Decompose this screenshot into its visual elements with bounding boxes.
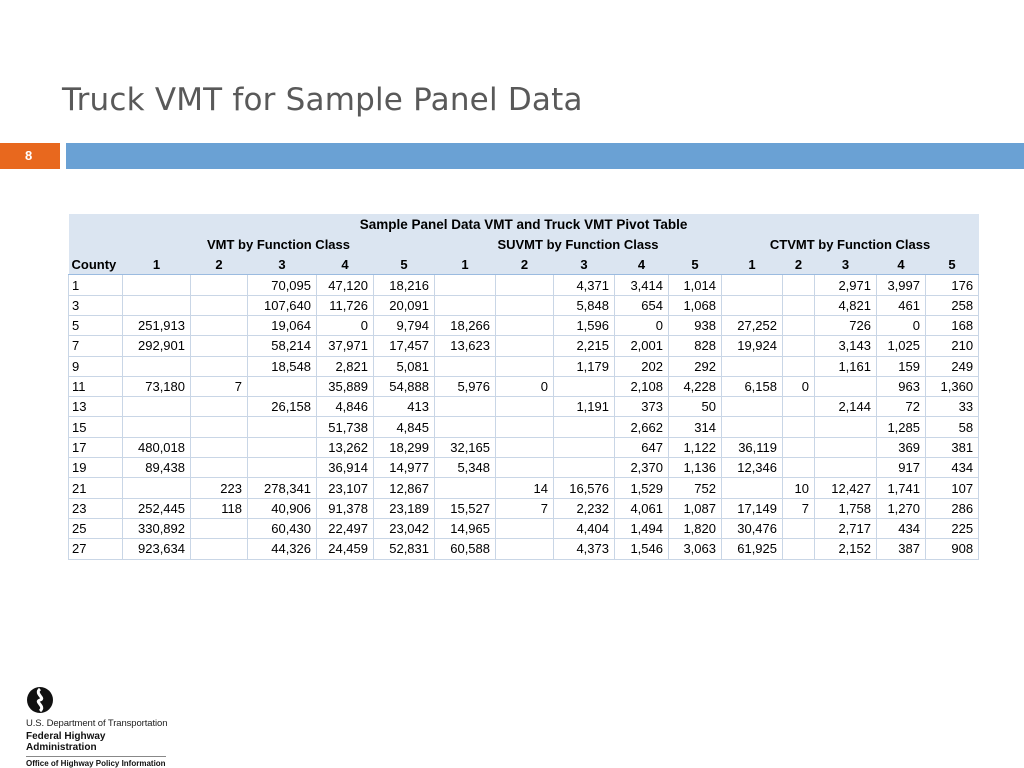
value-cell (722, 478, 783, 498)
value-cell: 176 (926, 275, 979, 295)
value-cell: 1,596 (554, 315, 615, 335)
value-cell (783, 539, 815, 559)
value-cell (496, 417, 554, 437)
value-cell: 4,404 (554, 518, 615, 538)
value-cell: 14,977 (374, 458, 435, 478)
value-cell: 1,546 (615, 539, 669, 559)
table-row (69, 478, 979, 498)
value-cell (722, 417, 783, 437)
value-cell (123, 417, 191, 437)
value-cell: 225 (926, 518, 979, 538)
county-cell: 7 (69, 336, 123, 356)
value-cell: 314 (669, 417, 722, 437)
value-cell (435, 275, 496, 295)
value-cell: 726 (815, 315, 877, 335)
value-cell: 23,042 (374, 518, 435, 538)
value-cell (123, 478, 191, 498)
value-cell: 0 (615, 315, 669, 335)
column-header: 4 (615, 255, 669, 275)
value-cell: 223 (191, 478, 248, 498)
value-cell: 1,270 (877, 498, 926, 518)
value-cell: 647 (615, 437, 669, 457)
value-cell (496, 437, 554, 457)
value-cell: 1,014 (669, 275, 722, 295)
value-cell: 26,158 (248, 397, 317, 417)
value-cell: 5,081 (374, 356, 435, 376)
table-row (69, 397, 979, 417)
value-cell (123, 295, 191, 315)
title-accent-bar (66, 143, 1024, 169)
table-row (69, 458, 979, 478)
table-row (69, 437, 979, 457)
value-cell: 3,997 (877, 275, 926, 295)
column-header: 2 (783, 255, 815, 275)
value-cell (191, 397, 248, 417)
value-cell (248, 458, 317, 478)
logo-line-office: Office of Highway Policy Information (26, 759, 166, 768)
column-header: 2 (191, 255, 248, 275)
value-cell (783, 356, 815, 376)
value-cell (191, 275, 248, 295)
value-cell (783, 295, 815, 315)
table-row (69, 275, 979, 295)
value-cell: 58 (926, 417, 979, 437)
value-cell: 3,143 (815, 336, 877, 356)
column-header: 1 (123, 255, 191, 275)
value-cell: 22,497 (317, 518, 374, 538)
value-cell: 16,576 (554, 478, 615, 498)
value-cell (191, 417, 248, 437)
value-cell (191, 458, 248, 478)
value-cell: 5,848 (554, 295, 615, 315)
value-cell: 2,108 (615, 376, 669, 396)
value-cell (496, 397, 554, 417)
value-cell: 60,588 (435, 539, 496, 559)
value-cell (191, 336, 248, 356)
value-cell: 107,640 (248, 295, 317, 315)
value-cell: 0 (317, 315, 374, 335)
table-row (69, 315, 979, 335)
value-cell: 7 (191, 376, 248, 396)
table-caption: Sample Panel Data VMT and Truck VMT Pivot Table (69, 214, 979, 234)
column-header: 3 (554, 255, 615, 275)
value-cell: 828 (669, 336, 722, 356)
value-cell: 292,901 (123, 336, 191, 356)
value-cell: 61,925 (722, 539, 783, 559)
value-cell: 89,438 (123, 458, 191, 478)
value-cell (248, 437, 317, 457)
value-cell (191, 518, 248, 538)
county-cell: 17 (69, 437, 123, 457)
value-cell: 118 (191, 498, 248, 518)
value-cell (554, 437, 615, 457)
value-cell: 47,120 (317, 275, 374, 295)
county-cell: 3 (69, 295, 123, 315)
column-header: 5 (374, 255, 435, 275)
county-cell: 1 (69, 275, 123, 295)
value-cell: 292 (669, 356, 722, 376)
value-cell (496, 295, 554, 315)
value-cell: 7 (783, 498, 815, 518)
value-cell (815, 376, 877, 396)
table-row (69, 356, 979, 376)
value-cell: 15,527 (435, 498, 496, 518)
value-cell: 168 (926, 315, 979, 335)
value-cell: 18,216 (374, 275, 435, 295)
value-cell: 17,149 (722, 498, 783, 518)
value-cell: 387 (877, 539, 926, 559)
value-cell (496, 458, 554, 478)
value-cell: 4,371 (554, 275, 615, 295)
value-cell (435, 356, 496, 376)
county-cell: 19 (69, 458, 123, 478)
value-cell (783, 458, 815, 478)
column-header-row (69, 255, 979, 275)
value-cell: 917 (877, 458, 926, 478)
value-cell: 2,144 (815, 397, 877, 417)
value-cell (191, 315, 248, 335)
value-cell (783, 518, 815, 538)
value-cell: 33 (926, 397, 979, 417)
column-header: 5 (669, 255, 722, 275)
value-cell (496, 336, 554, 356)
value-cell: 10 (783, 478, 815, 498)
value-cell: 51,738 (317, 417, 374, 437)
value-cell: 60,430 (248, 518, 317, 538)
table-row (69, 295, 979, 315)
county-cell: 9 (69, 356, 123, 376)
value-cell: 1,494 (615, 518, 669, 538)
value-cell (248, 376, 317, 396)
value-cell: 434 (877, 518, 926, 538)
column-header: 3 (248, 255, 317, 275)
value-cell: 4,846 (317, 397, 374, 417)
value-cell: 3,414 (615, 275, 669, 295)
value-cell: 5,348 (435, 458, 496, 478)
value-cell: 6,158 (722, 376, 783, 396)
value-cell: 2,232 (554, 498, 615, 518)
column-header-county: County (69, 255, 123, 275)
value-cell: 107 (926, 478, 979, 498)
value-cell: 963 (877, 376, 926, 396)
value-cell (496, 356, 554, 376)
value-cell: 2,370 (615, 458, 669, 478)
value-cell (783, 275, 815, 295)
value-cell (435, 295, 496, 315)
value-cell: 3,063 (669, 539, 722, 559)
value-cell (783, 315, 815, 335)
value-cell: 73,180 (123, 376, 191, 396)
group-header-ctvmt: CTVMT by Function Class (722, 234, 979, 254)
value-cell (123, 275, 191, 295)
value-cell: 258 (926, 295, 979, 315)
value-cell: 1,758 (815, 498, 877, 518)
logo-line-agency: Federal Highway Administration (26, 731, 106, 753)
value-cell (191, 437, 248, 457)
value-cell: 1,191 (554, 397, 615, 417)
value-cell: 44,326 (248, 539, 317, 559)
value-cell: 654 (615, 295, 669, 315)
value-cell: 18,548 (248, 356, 317, 376)
value-cell: 4,228 (669, 376, 722, 396)
column-header: 2 (496, 255, 554, 275)
value-cell: 9,794 (374, 315, 435, 335)
value-cell: 19,924 (722, 336, 783, 356)
value-cell: 0 (496, 376, 554, 396)
value-cell: 369 (877, 437, 926, 457)
value-cell: 11,726 (317, 295, 374, 315)
table-row (69, 376, 979, 396)
value-cell: 1,068 (669, 295, 722, 315)
value-cell: 5,976 (435, 376, 496, 396)
value-cell: 13,623 (435, 336, 496, 356)
value-cell: 32,165 (435, 437, 496, 457)
logo-line-dept: U.S. Department of Transportation (26, 718, 168, 729)
value-cell: 2,215 (554, 336, 615, 356)
value-cell (123, 397, 191, 417)
value-cell: 202 (615, 356, 669, 376)
value-cell: 413 (374, 397, 435, 417)
value-cell (783, 397, 815, 417)
value-cell (496, 275, 554, 295)
value-cell: 278,341 (248, 478, 317, 498)
value-cell: 1,122 (669, 437, 722, 457)
value-cell (783, 336, 815, 356)
value-cell (191, 539, 248, 559)
value-cell: 36,119 (722, 437, 783, 457)
value-cell (722, 356, 783, 376)
value-cell (815, 417, 877, 437)
county-cell: 21 (69, 478, 123, 498)
value-cell: 4,061 (615, 498, 669, 518)
value-cell: 373 (615, 397, 669, 417)
value-cell: 36,914 (317, 458, 374, 478)
value-cell: 23,189 (374, 498, 435, 518)
county-cell: 23 (69, 498, 123, 518)
table-row (69, 417, 979, 437)
value-cell: 0 (877, 315, 926, 335)
value-cell: 58,214 (248, 336, 317, 356)
value-cell: 40,906 (248, 498, 317, 518)
value-cell (496, 539, 554, 559)
value-cell (722, 397, 783, 417)
value-cell: 938 (669, 315, 722, 335)
value-cell: 14 (496, 478, 554, 498)
value-cell: 7 (496, 498, 554, 518)
value-cell (554, 458, 615, 478)
value-cell: 252,445 (123, 498, 191, 518)
value-cell: 20,091 (374, 295, 435, 315)
value-cell (783, 417, 815, 437)
value-cell (722, 295, 783, 315)
value-cell: 52,831 (374, 539, 435, 559)
value-cell: 12,867 (374, 478, 435, 498)
table-row (69, 539, 979, 559)
usdot-fhwa-logo (26, 686, 176, 768)
value-cell: 461 (877, 295, 926, 315)
value-cell: 330,892 (123, 518, 191, 538)
value-cell: 1,161 (815, 356, 877, 376)
value-cell: 1,820 (669, 518, 722, 538)
value-cell (496, 315, 554, 335)
value-cell: 4,845 (374, 417, 435, 437)
usdot-emblem-icon (26, 686, 54, 714)
value-cell: 2,001 (615, 336, 669, 356)
county-cell: 27 (69, 539, 123, 559)
value-cell: 752 (669, 478, 722, 498)
value-cell: 18,299 (374, 437, 435, 457)
county-cell: 5 (69, 315, 123, 335)
value-cell: 18,266 (435, 315, 496, 335)
value-cell (435, 397, 496, 417)
group-header-vmt: VMT by Function Class (123, 234, 435, 254)
value-cell: 2,717 (815, 518, 877, 538)
value-cell: 286 (926, 498, 979, 518)
value-cell: 1,285 (877, 417, 926, 437)
value-cell: 0 (783, 376, 815, 396)
table-row (69, 336, 979, 356)
value-cell: 4,373 (554, 539, 615, 559)
value-cell: 251,913 (123, 315, 191, 335)
group-header-suvmt: SUVMT by Function Class (435, 234, 722, 254)
value-cell: 37,971 (317, 336, 374, 356)
value-cell: 2,152 (815, 539, 877, 559)
value-cell: 1,360 (926, 376, 979, 396)
value-cell: 2,971 (815, 275, 877, 295)
value-cell: 19,064 (248, 315, 317, 335)
value-cell: 35,889 (317, 376, 374, 396)
value-cell: 210 (926, 336, 979, 356)
value-cell: 2,662 (615, 417, 669, 437)
value-cell: 2,821 (317, 356, 374, 376)
value-cell: 249 (926, 356, 979, 376)
table-body (69, 275, 979, 559)
column-header: 4 (877, 255, 926, 275)
column-header: 5 (926, 255, 979, 275)
value-cell (722, 275, 783, 295)
value-cell: 923,634 (123, 539, 191, 559)
value-cell: 1,025 (877, 336, 926, 356)
value-cell: 908 (926, 539, 979, 559)
table-row (69, 518, 979, 538)
value-cell (554, 417, 615, 437)
slide-title: Truck VMT for Sample Panel Data (62, 82, 583, 118)
page-number-badge: 8 (0, 143, 60, 169)
value-cell: 159 (877, 356, 926, 376)
value-cell (435, 417, 496, 437)
value-cell: 23,107 (317, 478, 374, 498)
value-cell: 24,459 (317, 539, 374, 559)
value-cell (435, 478, 496, 498)
value-cell: 1,087 (669, 498, 722, 518)
value-cell (123, 356, 191, 376)
value-cell: 12,346 (722, 458, 783, 478)
value-cell: 72 (877, 397, 926, 417)
value-cell: 14,965 (435, 518, 496, 538)
value-cell (815, 437, 877, 457)
county-cell: 15 (69, 417, 123, 437)
value-cell: 27,252 (722, 315, 783, 335)
value-cell: 12,427 (815, 478, 877, 498)
value-cell: 54,888 (374, 376, 435, 396)
value-cell (496, 518, 554, 538)
value-cell (554, 376, 615, 396)
value-cell (248, 417, 317, 437)
value-cell: 480,018 (123, 437, 191, 457)
value-cell: 1,529 (615, 478, 669, 498)
value-cell: 434 (926, 458, 979, 478)
value-cell: 1,741 (877, 478, 926, 498)
county-cell: 11 (69, 376, 123, 396)
value-cell: 50 (669, 397, 722, 417)
value-cell: 30,476 (722, 518, 783, 538)
value-cell: 17,457 (374, 336, 435, 356)
column-header: 4 (317, 255, 374, 275)
pivot-table (68, 214, 979, 560)
value-cell: 13,262 (317, 437, 374, 457)
value-cell: 1,179 (554, 356, 615, 376)
column-header: 1 (722, 255, 783, 275)
value-cell (191, 295, 248, 315)
county-cell: 25 (69, 518, 123, 538)
value-cell (783, 437, 815, 457)
value-cell: 381 (926, 437, 979, 457)
value-cell: 1,136 (669, 458, 722, 478)
value-cell: 91,378 (317, 498, 374, 518)
value-cell (815, 458, 877, 478)
column-header: 1 (435, 255, 496, 275)
county-cell: 13 (69, 397, 123, 417)
table-row (69, 498, 979, 518)
value-cell (191, 356, 248, 376)
column-header: 3 (815, 255, 877, 275)
value-cell: 70,095 (248, 275, 317, 295)
value-cell: 4,821 (815, 295, 877, 315)
